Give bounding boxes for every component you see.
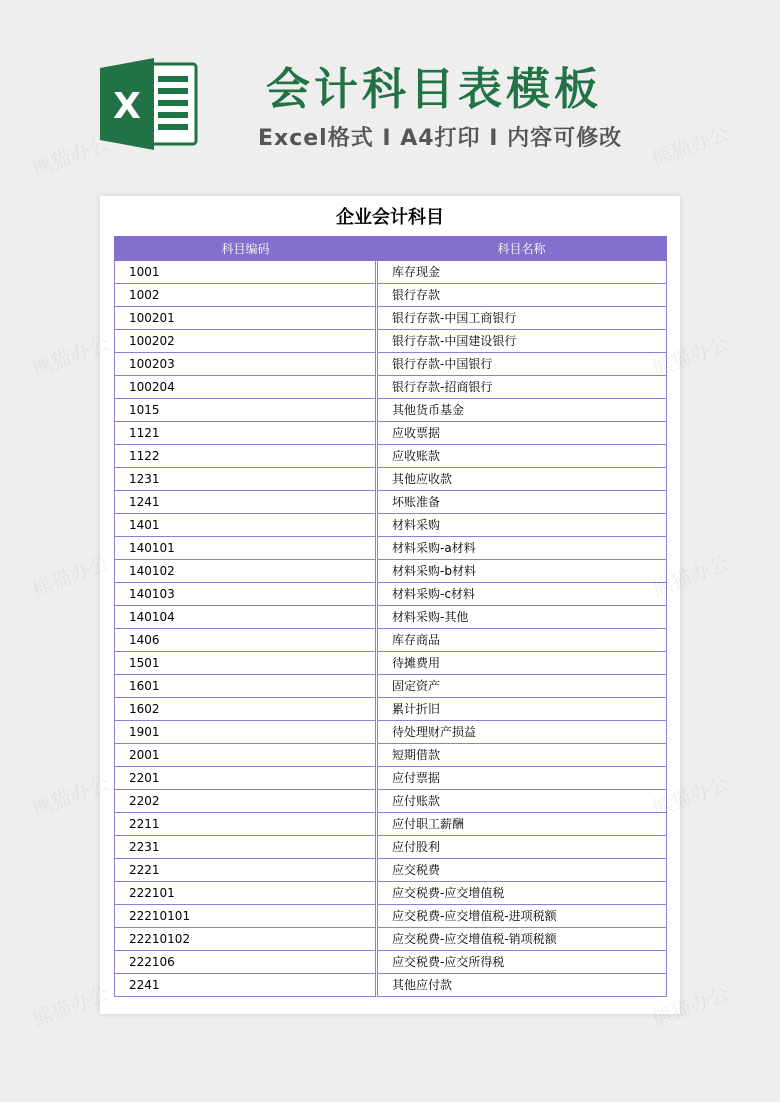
table-row	[115, 468, 667, 491]
page-title: 会计科目表模板	[266, 64, 602, 115]
account-code-cell[interactable]: 2241	[115, 974, 377, 997]
account-code-cell[interactable]: 1602	[115, 698, 377, 721]
account-name-cell[interactable]: 材料采购	[377, 514, 667, 537]
table-row	[115, 445, 667, 468]
account-name-cell[interactable]: 应付票据	[377, 767, 667, 790]
account-name-cell[interactable]: 银行存款-中国工商银行	[377, 307, 667, 330]
account-code-cell[interactable]: 1601	[115, 675, 377, 698]
watermark-text: 熊猫办公	[648, 120, 733, 171]
accounts-table	[114, 236, 667, 997]
account-code-cell[interactable]: 2231	[115, 836, 377, 859]
table-row	[115, 399, 667, 422]
table-row	[115, 606, 667, 629]
account-code-cell[interactable]: 100201	[115, 307, 377, 330]
column-header-name[interactable]: 科目名称	[377, 237, 667, 261]
table-row	[115, 974, 667, 997]
table-row	[115, 905, 667, 928]
watermark-text: 熊猫办公	[28, 130, 113, 181]
table-row	[115, 767, 667, 790]
account-name-cell[interactable]: 其他货币基金	[377, 399, 667, 422]
table-row	[115, 928, 667, 951]
account-code-cell[interactable]: 1001	[115, 261, 377, 284]
table-row	[115, 836, 667, 859]
account-code-cell[interactable]: 22210101	[115, 905, 377, 928]
account-name-cell[interactable]: 待处理财产损益	[377, 721, 667, 744]
table-row	[115, 813, 667, 836]
table-row	[115, 560, 667, 583]
account-code-cell[interactable]: 1002	[115, 284, 377, 307]
account-code-cell[interactable]: 2201	[115, 767, 377, 790]
account-name-cell[interactable]: 银行存款-中国建设银行	[377, 330, 667, 353]
table-row	[115, 284, 667, 307]
excel-logo-letter: X	[113, 86, 141, 127]
account-name-cell[interactable]: 应付职工薪酬	[377, 813, 667, 836]
account-code-cell[interactable]: 2001	[115, 744, 377, 767]
account-code-cell[interactable]: 140103	[115, 583, 377, 606]
account-code-cell[interactable]: 1401	[115, 514, 377, 537]
watermark-text: 熊猫办公	[28, 330, 113, 381]
watermark-text: 熊猫办公	[648, 330, 733, 381]
table-row	[115, 721, 667, 744]
table-row	[115, 514, 667, 537]
watermark-text: 熊猫办公	[28, 980, 113, 1031]
account-code-cell[interactable]: 1122	[115, 445, 377, 468]
spreadsheet-page	[100, 196, 680, 1014]
account-code-cell[interactable]: 100202	[115, 330, 377, 353]
account-code-cell[interactable]: 1015	[115, 399, 377, 422]
table-header-row	[115, 237, 667, 261]
sheet-title: 企业会计科目	[336, 207, 444, 228]
account-name-cell[interactable]: 材料采购-a材料	[377, 537, 667, 560]
excel-logo-icon	[100, 56, 200, 152]
account-name-cell[interactable]: 银行存款-招商银行	[377, 376, 667, 399]
table-row	[115, 376, 667, 399]
account-name-cell[interactable]: 短期借款	[377, 744, 667, 767]
column-header-code[interactable]: 科目编码	[115, 237, 377, 261]
account-name-cell[interactable]: 应交税费	[377, 859, 667, 882]
account-name-cell[interactable]: 固定资产	[377, 675, 667, 698]
account-name-cell[interactable]: 银行存款-中国银行	[377, 353, 667, 376]
table-row	[115, 859, 667, 882]
table-row	[115, 353, 667, 376]
table-row	[115, 307, 667, 330]
watermark-text: 熊猫办公	[648, 770, 733, 821]
account-name-cell[interactable]: 其他应收款	[377, 468, 667, 491]
account-code-cell[interactable]: 1241	[115, 491, 377, 514]
account-name-cell[interactable]: 材料采购-其他	[377, 606, 667, 629]
table-row	[115, 675, 667, 698]
account-name-cell[interactable]: 应收账款	[377, 445, 667, 468]
table-row	[115, 790, 667, 813]
account-code-cell[interactable]: 222106	[115, 951, 377, 974]
table-row	[115, 882, 667, 905]
account-code-cell[interactable]: 140101	[115, 537, 377, 560]
table-row	[115, 951, 667, 974]
table-row	[115, 422, 667, 445]
watermark-text: 熊猫办公	[648, 980, 733, 1031]
table-row	[115, 491, 667, 514]
table-row	[115, 537, 667, 560]
account-name-cell[interactable]: 应收票据	[377, 422, 667, 445]
account-code-cell[interactable]: 1121	[115, 422, 377, 445]
watermark-text: 熊猫办公	[28, 770, 113, 821]
account-name-cell[interactable]: 应交税费-应交增值税-销项税额	[377, 928, 667, 951]
account-code-cell[interactable]: 100204	[115, 376, 377, 399]
account-name-cell[interactable]: 库存现金	[377, 261, 667, 284]
account-code-cell[interactable]: 2211	[115, 813, 377, 836]
account-name-cell[interactable]: 材料采购-b材料	[377, 560, 667, 583]
table-row	[115, 652, 667, 675]
account-name-cell[interactable]: 应交税费-应交增值税-进项税额	[377, 905, 667, 928]
account-code-cell[interactable]: 1231	[115, 468, 377, 491]
account-code-cell[interactable]: 1406	[115, 629, 377, 652]
account-name-cell[interactable]: 累计折旧	[377, 698, 667, 721]
account-name-cell[interactable]: 其他应付款	[377, 974, 667, 997]
watermark-text: 熊猫办公	[648, 550, 733, 601]
table-row	[115, 583, 667, 606]
account-name-cell[interactable]: 应付账款	[377, 790, 667, 813]
account-name-cell[interactable]: 应交税费-应交所得税	[377, 951, 667, 974]
account-code-cell[interactable]: 140102	[115, 560, 377, 583]
table-row	[115, 261, 667, 284]
account-name-cell[interactable]: 坏账准备	[377, 491, 667, 514]
account-code-cell[interactable]: 222101	[115, 882, 377, 905]
account-name-cell[interactable]: 应付股利	[377, 836, 667, 859]
account-name-cell[interactable]: 材料采购-c材料	[377, 583, 667, 606]
table-row	[115, 330, 667, 353]
account-code-cell[interactable]: 2221	[115, 859, 377, 882]
account-code-cell[interactable]: 1501	[115, 652, 377, 675]
table-row	[115, 744, 667, 767]
account-code-cell[interactable]: 140104	[115, 606, 377, 629]
account-name-cell[interactable]: 库存商品	[377, 629, 667, 652]
table-row	[115, 629, 667, 652]
table-body	[115, 261, 667, 997]
account-name-cell[interactable]: 待摊费用	[377, 652, 667, 675]
account-code-cell[interactable]: 100203	[115, 353, 377, 376]
account-name-cell[interactable]: 应交税费-应交增值税	[377, 882, 667, 905]
page-subtitle: Excel格式 I A4打印 I 内容可修改	[258, 126, 623, 151]
account-name-cell[interactable]: 银行存款	[377, 284, 667, 307]
account-code-cell[interactable]: 2202	[115, 790, 377, 813]
table-row	[115, 698, 667, 721]
account-code-cell[interactable]: 1901	[115, 721, 377, 744]
watermark-text: 熊猫办公	[28, 550, 113, 601]
account-code-cell[interactable]: 22210102	[115, 928, 377, 951]
